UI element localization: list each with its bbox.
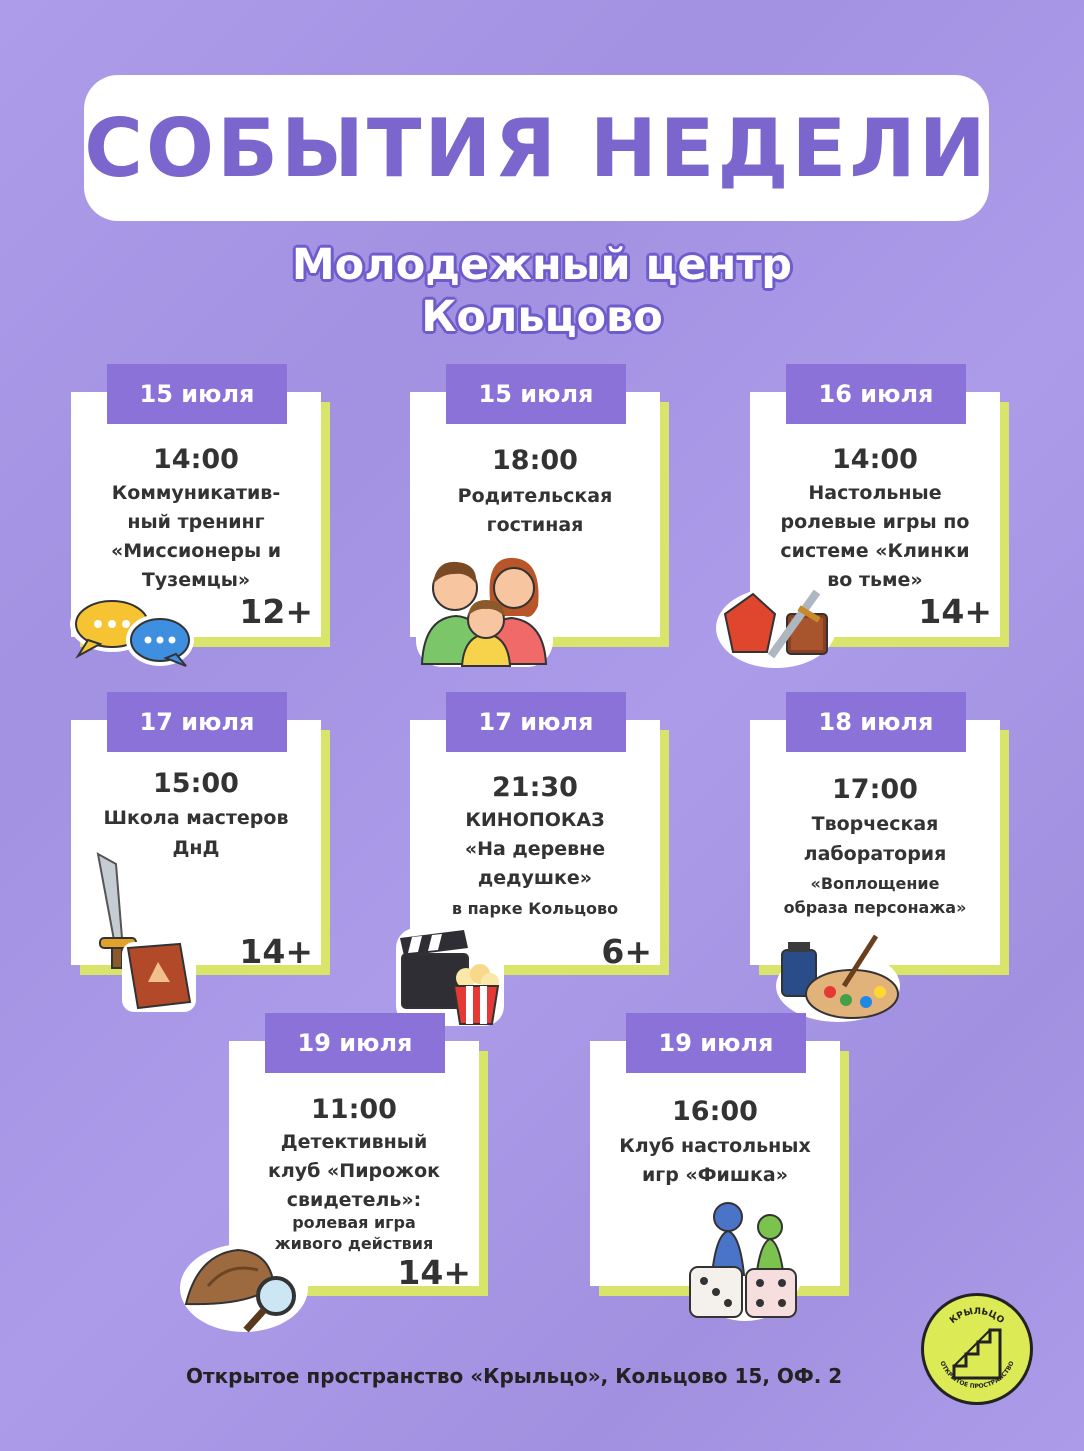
event-title-line: ный тренинг	[127, 511, 265, 533]
event-date: 18 июля	[786, 692, 966, 752]
age-rating: 14+	[397, 1253, 471, 1292]
event-date: 16 июля	[786, 364, 966, 424]
game-pieces-dice-icon	[682, 1195, 808, 1323]
event-title-line: «На деревне	[464, 838, 606, 860]
event-note-line: живого действия	[274, 1234, 434, 1253]
event-title-line: Творческая	[811, 813, 939, 835]
footer-address: Открытое пространство «Крыльцо», Кольцово 15, ОФ. 2	[186, 1364, 843, 1388]
subtitle-line1: Молодежный центр	[291, 240, 793, 290]
event-title-line: Детективный	[280, 1131, 428, 1153]
family-icon	[412, 536, 557, 671]
svg-text:ОТКРЫТОЕ ПРОСТРАНСТВО: ОТКРЫТОЕ ПРОСТРАНСТВО	[938, 1360, 1016, 1391]
event-time: 14:00	[832, 444, 918, 475]
event-title-line: КИНОПОКАЗ	[465, 809, 605, 831]
event-title-line: во тьме»	[827, 569, 923, 591]
event-title-line: гостиная	[486, 514, 584, 536]
dice-sword-book-icon	[713, 578, 839, 670]
age-rating: 14+	[918, 592, 992, 631]
event-title-line: свидетель»:	[286, 1189, 422, 1211]
event-date: 19 июля	[626, 1013, 806, 1073]
age-rating: 6+	[601, 932, 652, 971]
event-time: 21:30	[492, 772, 578, 803]
title-banner	[84, 75, 989, 221]
event-date: 15 июля	[446, 364, 626, 424]
event-time: 17:00	[832, 774, 918, 805]
event-date: 15 июля	[107, 364, 287, 424]
speech-bubbles-icon	[66, 592, 196, 670]
event-title-line: Родительская	[457, 485, 613, 507]
event-card[interactable]	[750, 708, 1000, 965]
event-title-line: ДнД	[172, 837, 220, 859]
event-title-line: Клуб настольных	[619, 1135, 811, 1157]
event-title-line: «Миссионеры и	[110, 540, 282, 562]
event-title-line: игр «Фишка»	[641, 1164, 789, 1186]
event-date: 17 июля	[107, 692, 287, 752]
event-note-line: «Воплощение	[810, 874, 940, 893]
event-time: 11:00	[311, 1094, 397, 1125]
event-title-line: лаборатория	[803, 843, 947, 865]
age-rating: 12+	[239, 592, 313, 631]
event-title-line: клуб «Пирожок	[267, 1160, 441, 1182]
event-date: 17 июля	[446, 692, 626, 752]
svg-text:КРЫЛЬЦО: КРЫЛЬЦО	[948, 1306, 1006, 1327]
event-note: в парке Кольцово	[451, 899, 619, 918]
event-time: 18:00	[492, 445, 578, 476]
paint-palette-icon	[772, 930, 902, 1024]
kryltso-logo	[921, 1293, 1033, 1405]
age-rating: 14+	[239, 932, 313, 971]
event-title-line: Коммуникатив-	[111, 482, 281, 504]
event-title-line: ролевые игры по	[780, 511, 970, 533]
event-title-line: Туземцы»	[141, 569, 251, 591]
event-time: 14:00	[153, 444, 239, 475]
event-time: 16:00	[672, 1096, 758, 1127]
event-title-line: дедушке»	[477, 867, 593, 889]
event-title-line: системе «Клинки	[780, 540, 970, 562]
detective-hat-magnifier-icon	[178, 1236, 310, 1336]
event-title-line: Настольные	[808, 482, 942, 504]
event-time: 15:00	[153, 768, 239, 799]
event-note-line: образа персонажа»	[783, 898, 967, 917]
event-title-line: Школа мастеров	[103, 807, 289, 829]
event-note-line: ролевая игра	[292, 1213, 416, 1232]
sword-book-icon	[82, 846, 202, 1016]
subtitle-line2: Кольцово	[421, 292, 663, 342]
page-title: СОБЫТИЯ НЕДЕЛИ	[84, 101, 989, 195]
event-date: 19 июля	[265, 1013, 445, 1073]
